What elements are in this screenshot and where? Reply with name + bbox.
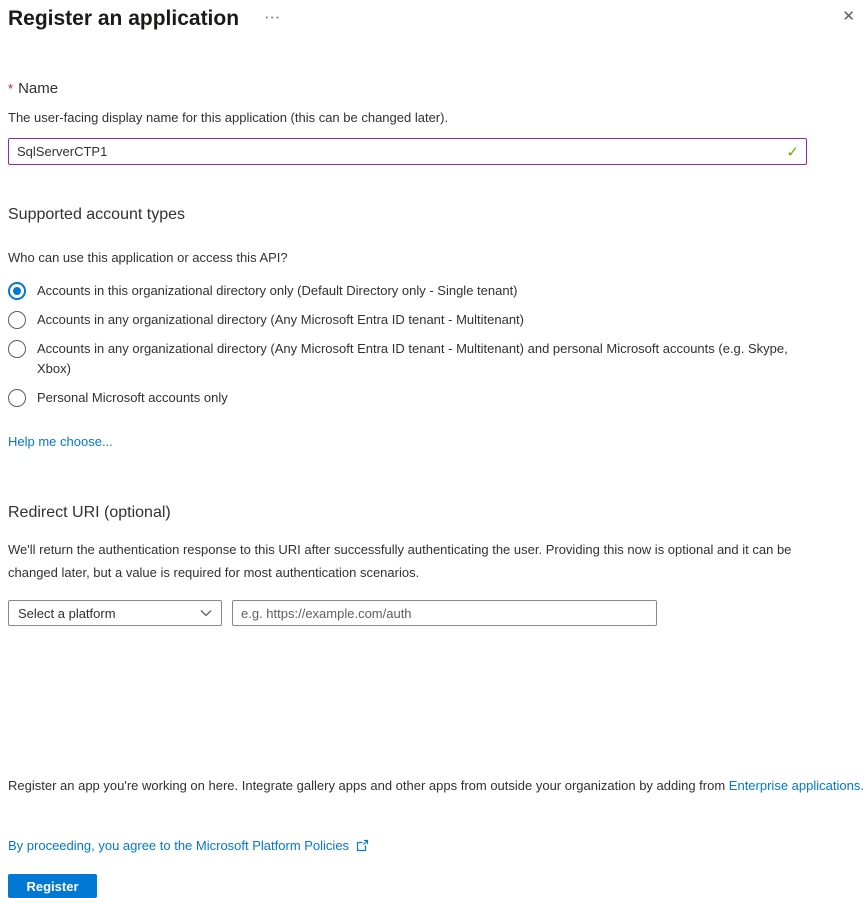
pane-header	[8, 0, 867, 33]
radio-option-multitenant-personal[interactable]	[8, 339, 803, 381]
name-field-label	[8, 80, 867, 97]
account-type-options	[8, 281, 867, 409]
more-options-icon[interactable]: ···	[265, 10, 282, 25]
radio-button-icon[interactable]	[8, 311, 26, 329]
redirect-uri-controls	[8, 600, 867, 626]
radio-option-personal-only[interactable]	[8, 388, 803, 409]
platform-select-value: Select a platform	[18, 605, 116, 621]
redirect-uri-input[interactable]	[232, 600, 657, 626]
radio-option-label: Accounts in any organizational directory (Any Microsoft Entra ID tenant - Multitenant) and personal Microsoft accounts (e.g. Skype, Xbox)	[37, 340, 788, 377]
name-label-text: Name	[18, 80, 59, 97]
radio-option-label: Accounts in any organizational directory (Any Microsoft Entra ID tenant - Multitenant)	[37, 311, 524, 327]
name-field-description: The user-facing display name for this application (this can be changed later).	[8, 110, 449, 125]
radio-option-label: Personal Microsoft accounts only	[37, 390, 228, 406]
enterprise-applications-link[interactable]: Enterprise applications.	[728, 778, 864, 794]
platform-policies-link[interactable]	[8, 838, 867, 853]
close-icon[interactable]: ✕	[842, 8, 855, 25]
radio-option-single-tenant[interactable]	[8, 281, 803, 302]
radio-button-icon[interactable]	[8, 282, 26, 300]
radio-button-icon[interactable]	[8, 389, 26, 407]
chevron-down-icon	[200, 609, 212, 617]
name-input[interactable]	[8, 138, 807, 165]
redirect-uri-description: We'll return the authentication response to this URI after successfully authenticating the user. Providing this now is optional and it can be changed later, but a value is required for most authentication scenarios.	[8, 541, 792, 580]
gallery-apps-text	[8, 778, 867, 793]
help-me-choose-link[interactable]: Help me choose...	[8, 433, 113, 449]
register-button[interactable]: Register	[8, 874, 97, 898]
valid-checkmark-icon: ✓	[786, 144, 799, 161]
required-asterisk: *	[8, 81, 14, 96]
radio-button-icon[interactable]	[8, 340, 26, 358]
gallery-text-body: Register an app you're working on here. Integrate gallery apps and other apps from outside your organization by adding from	[8, 778, 729, 794]
supported-account-types-heading: Supported account types	[8, 206, 186, 223]
radio-option-label: Accounts in this organizational directory only (Default Directory only - Single tenant)	[37, 283, 518, 298]
policy-link-text: By proceeding, you agree to the Microsoft Platform Policies	[8, 838, 350, 854]
name-input-wrapper	[8, 138, 807, 165]
redirect-uri-heading: Redirect URI (optional)	[8, 503, 171, 521]
radio-option-multitenant[interactable]	[8, 310, 803, 331]
external-link-icon	[356, 839, 369, 852]
platform-select-dropdown[interactable]	[8, 600, 222, 626]
page-title: Register an application	[8, 7, 240, 30]
account-types-question: Who can use this application or access this API?	[8, 250, 288, 265]
